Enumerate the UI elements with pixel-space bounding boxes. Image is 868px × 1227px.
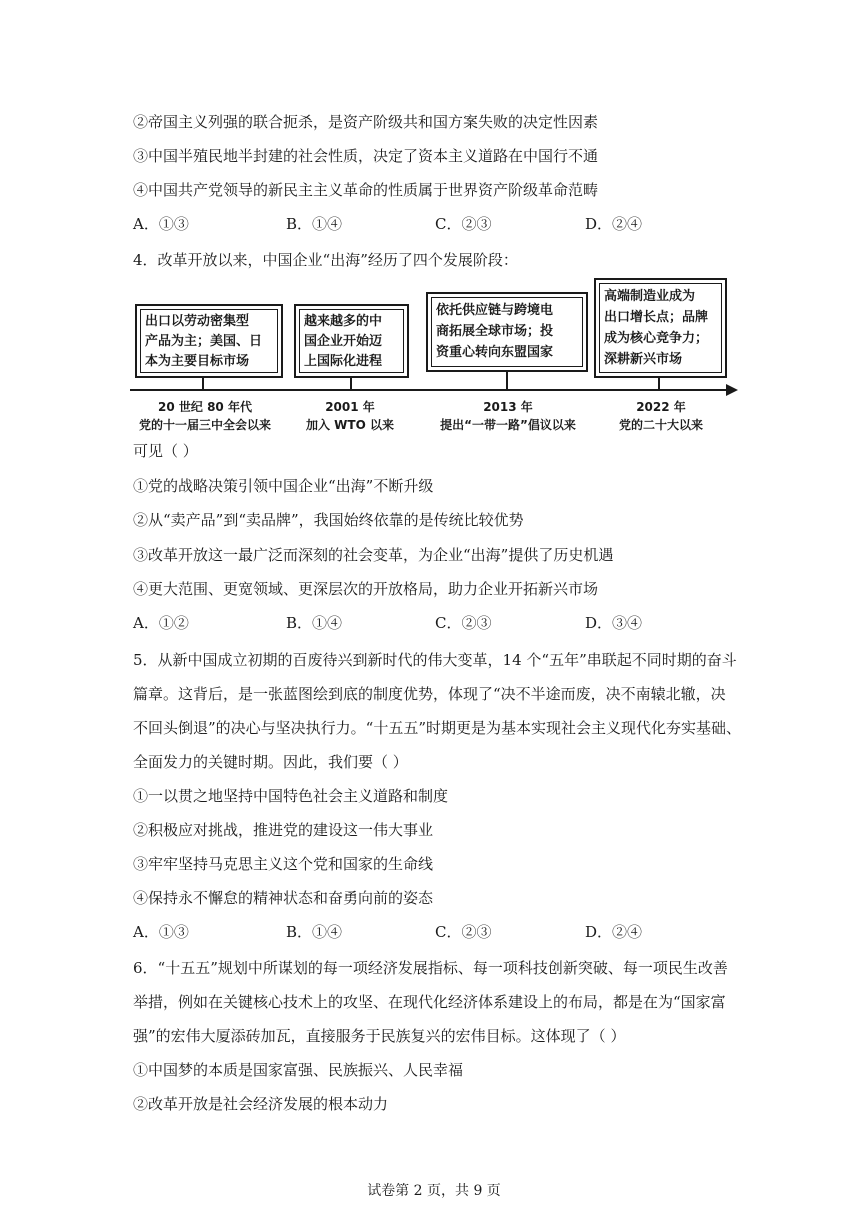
q5-item-4: ④保持永不懈怠的精神状态和奋勇向前的姿态 (133, 889, 434, 907)
q4-item-1: ①党的战略决策引领中国企业“出海”不断升级 (133, 477, 434, 495)
timeline-label-3: 2013 年 提出“一带一路”倡议以来 (440, 400, 576, 432)
timeline-arrow-icon (726, 384, 738, 396)
q4-item-2: ②从“卖产品”到“卖品牌”，我国始终依靠的是传统比较优势 (133, 511, 524, 529)
q5-item-1: ①一以贯之地坚持中国特色社会主义道路和制度 (133, 787, 449, 805)
timeline-box-2 (294, 304, 409, 378)
timeline-box-2-text: 越来越多的中 国企业开始迈 上国际化进程 (304, 314, 383, 369)
q5-stem-line-4: 全面发力的关键时期。因此，我们要（ ） (133, 753, 408, 771)
q4-option-a[interactable]: A．①② (133, 614, 189, 632)
timeline-box-3-text: 依托供应链与跨境电 商拓展全球市场；投 资重心转向东盟国家 (436, 303, 554, 360)
q3-item-2: ②帝国主义列强的联合扼杀，是资产阶级共和国方案失败的决定性因素 (133, 113, 599, 131)
timeline-label-2: 2001 年 加入 WTO 以来 (306, 400, 394, 432)
timeline-label-4: 2022 年 党的二十大以来 (618, 400, 703, 432)
q5-item-3: ③牢牢坚持马克思主义这个党和国家的生命线 (133, 855, 434, 873)
q5-option-c[interactable]: C．②③ (435, 923, 492, 941)
timeline-box-4-text: 高端制造业成为 出口增长点；品牌 成为核心竞争力； 深耕新兴市场 (604, 289, 709, 367)
q4-option-b[interactable]: B．①④ (286, 614, 343, 632)
timeline-label-1: 20 世纪 80 年代 党的十一届三中全会以来 (138, 400, 271, 432)
timeline-tick-3 (506, 372, 508, 390)
q4-option-c[interactable]: C．②③ (435, 614, 492, 632)
q4-timeline (130, 276, 740, 436)
q6-stem-line-3: 强”的宏伟大厦添砖加瓦，直接服务于民族复兴的宏伟目标。这体现了（ ） (133, 1027, 626, 1045)
timeline-box-1-text: 出口以劳动密集型 产品为主；美国、日 本为主要目标市场 (145, 314, 263, 369)
q3-option-b[interactable]: B．①④ (286, 215, 343, 233)
page-footer: 试卷第 2 页，共 9 页 (367, 1183, 501, 1199)
q6-stem-line-1: 6．“十五五”规划中所谋划的每一项经济发展指标、每一项科技创新突破、每一项民生改善 (133, 959, 728, 977)
q4-stem: 4．改革开放以来，中国企业“出海”经历了四个发展阶段： (133, 251, 518, 269)
q5-option-d[interactable]: D．②④ (585, 923, 643, 941)
q4-prompt: 可见（ ） (133, 442, 198, 460)
q3-option-a[interactable]: A．①③ (133, 215, 189, 233)
q3-item-3: ③中国半殖民地半封建的社会性质，决定了资本主义道路在中国行不通 (133, 147, 599, 165)
q3-option-d[interactable]: D．②④ (585, 215, 643, 233)
q3-option-c[interactable]: C．②③ (435, 215, 492, 233)
q5-option-b[interactable]: B．①④ (286, 923, 343, 941)
timeline-box-1 (135, 304, 283, 378)
q4-option-d[interactable]: D．③④ (585, 614, 643, 632)
q6-item-2: ②改革开放是社会经济发展的根本动力 (133, 1095, 389, 1113)
q5-option-a[interactable]: A．①③ (133, 923, 189, 941)
timeline-box-3 (426, 292, 588, 372)
q6-item-1: ①中国梦的本质是国家富强、民族振兴、人民幸福 (133, 1061, 464, 1079)
q3-item-4: ④中国共产党领导的新民主主义革命的性质属于世界资产阶级革命范畴 (133, 181, 599, 199)
q5-stem-line-1: 5．从新中国成立初期的百废待兴到新时代的伟大变革，14 个“五年”串联起不同时期的奋斗 (133, 651, 737, 669)
q4-item-3: ③改革开放这一最广泛而深刻的社会变革，为企业“出海”提供了历史机遇 (133, 546, 614, 564)
q5-stem-line-2: 篇章。这背后，是一张蓝图绘到底的制度优势，体现了“决不半途而废，决不南辕北辙，决 (133, 685, 726, 703)
q4-item-4: ④更大范围、更宽领域、更深层次的开放格局，助力企业开拓新兴市场 (133, 580, 599, 598)
q6-stem-line-2: 举措，例如在关键核心技术上的攻坚、在现代化经济体系建设上的布局，都是在为“国家富 (133, 993, 726, 1011)
timeline-axis (130, 389, 730, 391)
q5-item-2: ②积极应对挑战，推进党的建设这一伟大事业 (133, 821, 434, 839)
timeline-box-4 (594, 278, 727, 378)
q5-stem-line-3: 不回头倒退”的决心与坚决执行力。“十五五”时期更是为基本实现社会主义现代化夯实基础、 (133, 719, 742, 737)
